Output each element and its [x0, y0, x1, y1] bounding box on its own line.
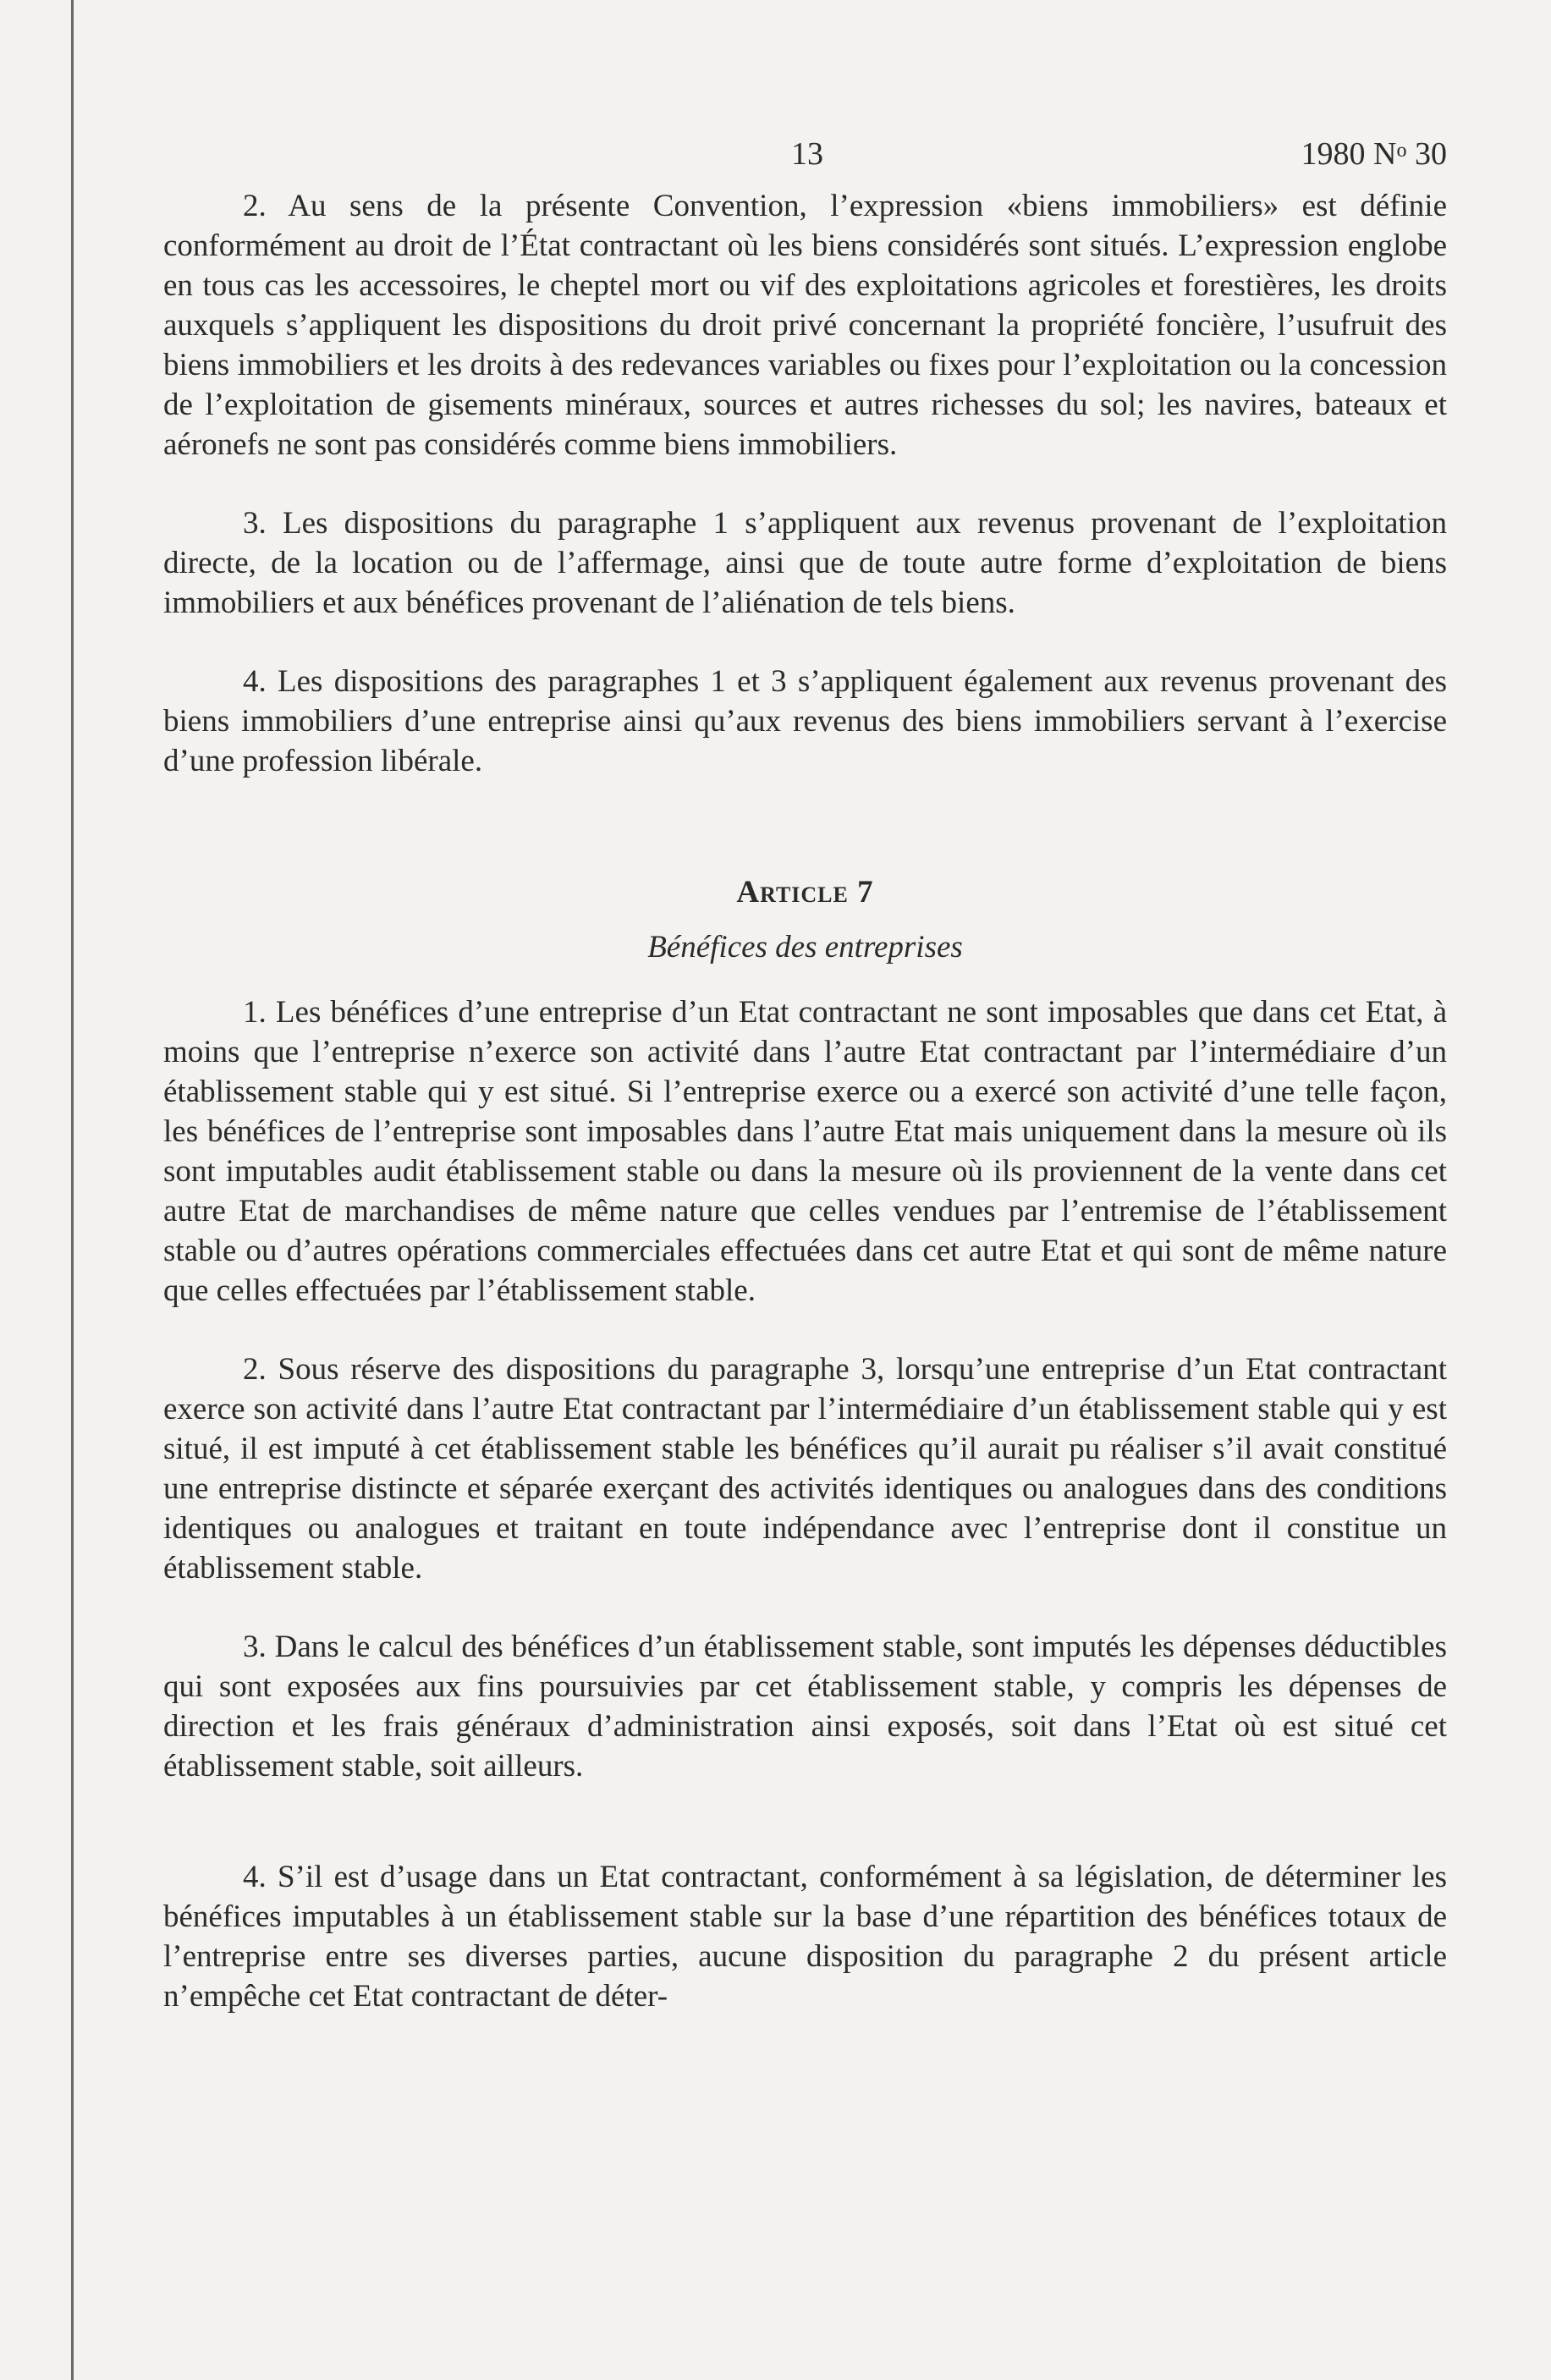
article-title: Article 7 — [736, 875, 874, 910]
paragraph-4: 4. Les dispositions des paragraphes 1 et 3 s’appliquent également aux revenus provenant des biens immobiliers d’une entreprise ainsi qu’aux revenus des biens immobiliers servant à l’exercise d’une profession libérale. — [163, 664, 1447, 778]
document-page — [163, 135, 1447, 2016]
article-7-paragraph-2: 2. Sous réserve des dispositions du paragraphe 3, lorsqu’une entreprise d’un Etat contractant exerce son activité dans l’autre Etat contractant par l’intermédiaire d’un établissement stable qui y est situé, il est imputé à cet établissement stable les bénéfices qu’il aurait pu réaliser s’il avait constitué une entreprise distincte et séparée exerçant des activités identiques ou analogues dans des conditions identiques ou analogues et traitant en toute indépendance avec l’entreprise dont il constitue un établissement stable. — [163, 1352, 1447, 1586]
running-header — [163, 135, 1447, 186]
issue-reference — [1301, 135, 1447, 173]
paragraph-2: 2. Au sens de la présente Convention, l’expression «biens immobiliers» est définie conformément au droit de l’État contractant où les biens considérés sont situés. L’expression englobe en tous cas les accessoires, le cheptel mort ou vif des exploitations agricoles et forestières, les droits auxquels s’appliquent les dispositions du droit privé concernant la propriété foncière, l’usufruit des biens immobiliers et les droits à des redevances variables ou fixes pour l’exploitation ou la concession de l’exploitation de gisements minéraux, sources et autres richesses du sol; les navires, bateaux et aéronefs ne sont pas considérés comme biens immobiliers. — [163, 189, 1447, 462]
article-7-paragraph-3: 3. Dans le calcul des bénéfices d’un établissement stable, sont imputés les dépenses déductibles qui sont exposées aux fins poursuivies par cet établissement stable, y compris les dépenses de direction et les frais généraux d’administration ainsi exposés, soit dans l’Etat où est situé cet établissement stable, soit ailleurs. — [163, 1630, 1447, 1784]
binding-edge-line — [71, 0, 74, 2380]
article-subtitle: Bénéfices des entreprises — [647, 930, 963, 965]
paragraph-3: 3. Les dispositions du paragraphe 1 s’appliquent aux revenus provenant de l’exploitation directe, de la location ou de l’affermage, ainsi que de toute autre forme d’exploitation de biens immobiliers et aux bénéfices provenant de l’aliénation de tels biens. — [163, 506, 1447, 620]
article-7-paragraph-4: 4. S’il est d’usage dans un Etat contractant, conformément à sa législation, de déterminer les bénéfices imputables à un établissement stable sur la base d’une répartition des bénéfices totaux de l’entreprise entre ses diverses parties, aucune disposition du paragraphe 2 du présent article n’empêche cet Etat contractant de déter- — [163, 1860, 1447, 2014]
issue-number-label: $N^o$ — [1373, 136, 1407, 172]
article-7-paragraph-1: 1. Les bénéfices d’une entreprise d’un Etat contractant ne sont imposables que dans cet Etat, à moins que l’entreprise n’exerce son activité dans l’autre Etat contractant par l’intermédiaire d’un établissement stable qui y est situé. Si l’entreprise exerce ou a exercé son activité d’une telle façon, les bénéfices de l’entreprise sont imposables dans l’autre Etat mais uniquement dans la mesure où ils sont imputables audit établissement stable ou dans la mesure où ils proviennent de la vente dans cet autre Etat de marchandises de même nature que celles vendues par l’entremise de l’établissement stable ou d’autres opérations commerciales effectuées dans cet autre Etat et qui sont de même nature que celles effectuées par l’établissement stable. — [163, 995, 1447, 1308]
issue-year: 1980 — [1301, 136, 1366, 172]
issue-number-value: 30 — [1415, 136, 1447, 172]
page-number: 13 — [791, 136, 823, 172]
